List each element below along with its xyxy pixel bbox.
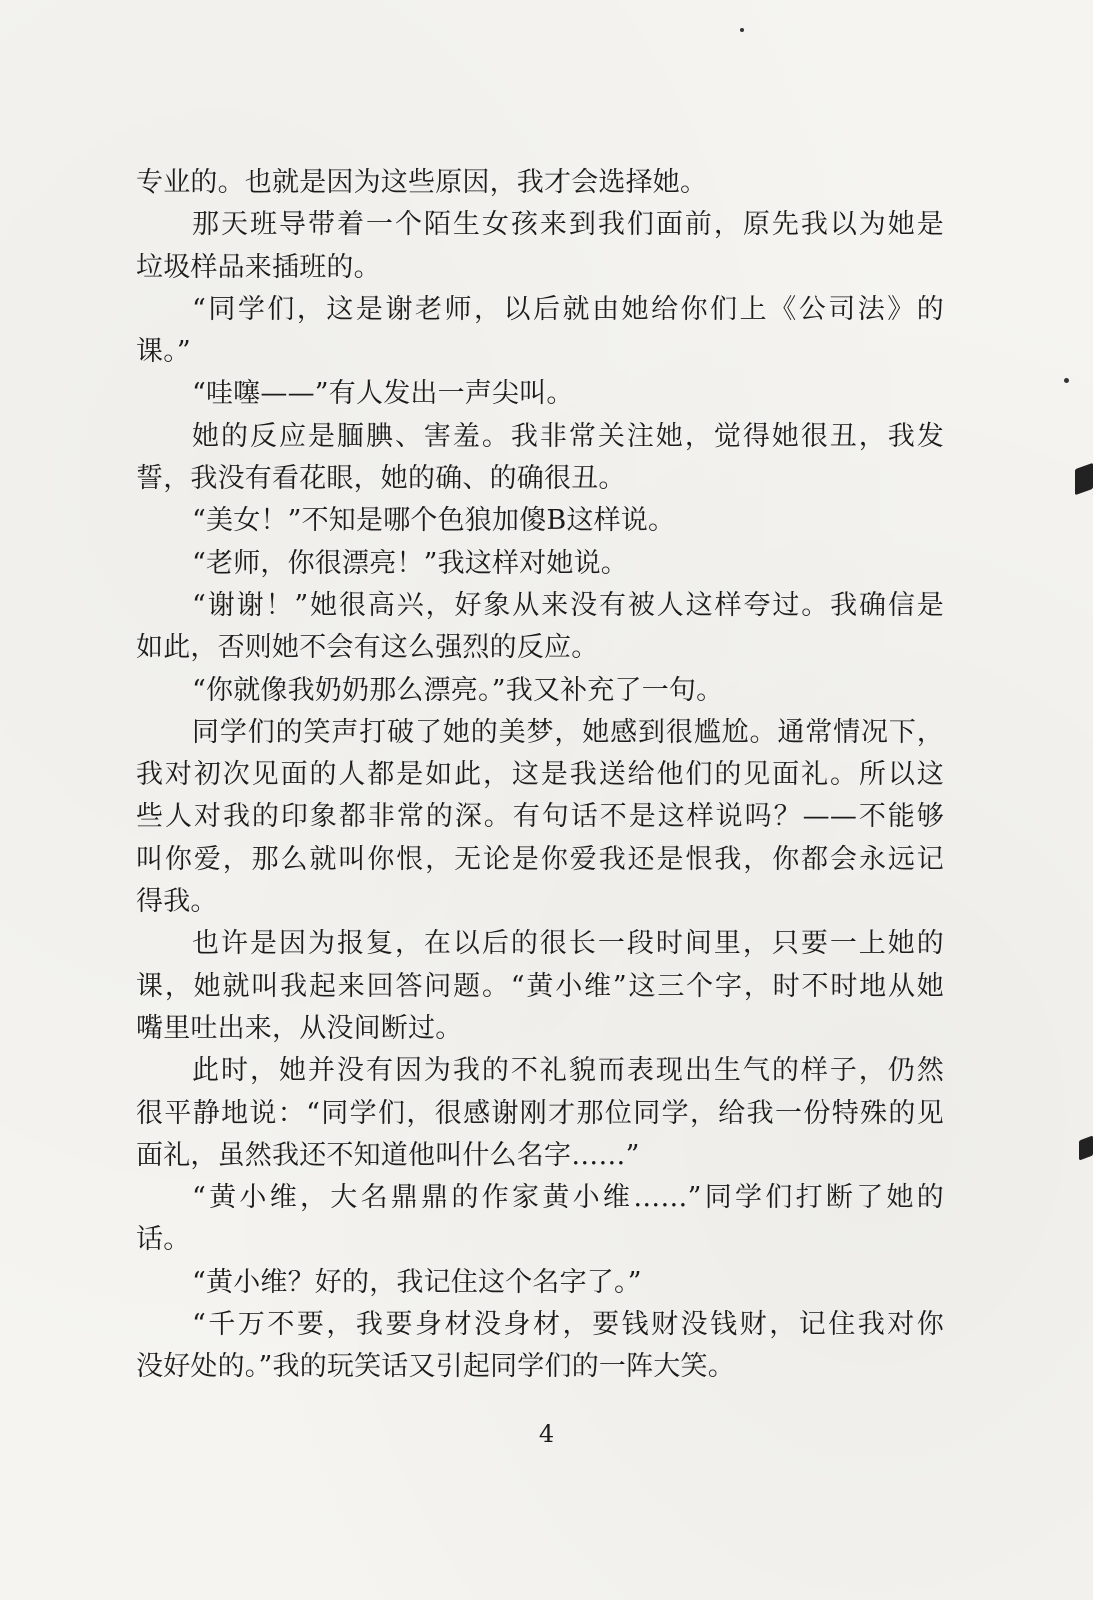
text-line: 叫你爱，那么就叫你恨，无论是你爱我还是恨我，你都会永远记 [136, 843, 944, 875]
text-line: 得我。 [136, 886, 218, 918]
text-line: 很平静地说：“同学们，很感谢刚才那位同学，给我一份特殊的见 [136, 1097, 944, 1129]
text-line: 也许是因为报复，在以后的很长一段时间里，只要一上她的 [192, 928, 944, 960]
page-number: 4 [538, 1420, 555, 1448]
text-line: “黄小维，大名鼎鼎的作家黄小维……”同学们打断了她的 [192, 1182, 944, 1214]
text-line: “同学们，这是谢老师，以后就由她给你们上《公司法》的 [192, 293, 944, 325]
scan-speck [740, 28, 744, 32]
scan-edge-mark [1079, 1135, 1093, 1160]
text-line: “美女！”不知是哪个色狼加傻B这样说。 [192, 505, 676, 537]
scan-edge-mark [1075, 463, 1093, 496]
text-line: 垃圾样品来插班的。 [136, 251, 381, 283]
text-line: 同学们的笑声打破了她的美梦，她感到很尴尬。通常情况下， [192, 716, 944, 748]
text-line: “老师，你很漂亮！”我这样对她说。 [192, 547, 629, 579]
text-line: 誓，我没有看花眼，她的确、的确很丑。 [136, 463, 626, 495]
text-line: “哇噻——”有人发出一声尖叫。 [192, 378, 574, 410]
text-line: “千万不要，我要身材没身材，要钱财没钱财，记住我对你 [192, 1309, 944, 1341]
scan-speck [1064, 378, 1069, 383]
text-line: 课，她就叫我起来回答问题。“黄小维”这三个字，时不时地从她 [136, 970, 944, 1002]
text-line: 专业的。也就是因为这些原因，我才会选择她。 [136, 167, 708, 198]
text-line: 此时，她并没有因为我的不礼貌而表现出生气的样子，仍然 [192, 1055, 944, 1087]
text-line: 课。” [136, 336, 191, 368]
text-line: 嘴里吐出来，从没间断过。 [136, 1012, 463, 1044]
text-line: 话。 [136, 1224, 191, 1256]
text-line: 没好处的。”我的玩笑话又引起同学们的一阵大笑。 [136, 1351, 735, 1383]
text-line: “谢谢！”她很高兴，好象从来没有被人这样夸过。我确信是 [192, 589, 944, 621]
text-line: 我对初次见面的人都是如此，这是我送给他们的见面礼。所以这 [136, 759, 944, 791]
text-line: 她的反应是腼腆、害羞。我非常关注她，觉得她很丑，我发 [192, 420, 944, 452]
text-line: 如此，否则她不会有这么强烈的反应。 [136, 632, 599, 664]
text-line: “黄小维？好的，我记住这个名字了。” [192, 1266, 642, 1298]
text-line: 面礼，虽然我还不知道他叫什么名字……” [136, 1139, 640, 1171]
text-line: “你就像我奶奶那么漂亮。”我又补充了一句。 [192, 674, 724, 706]
text-line: 那天班导带着一个陌生女孩来到我们面前，原先我以为她是 [192, 209, 944, 241]
body-text [136, 162, 944, 1389]
text-line: 些人对我的印象都非常的深。有句话不是这样说吗？——不能够 [136, 801, 944, 833]
